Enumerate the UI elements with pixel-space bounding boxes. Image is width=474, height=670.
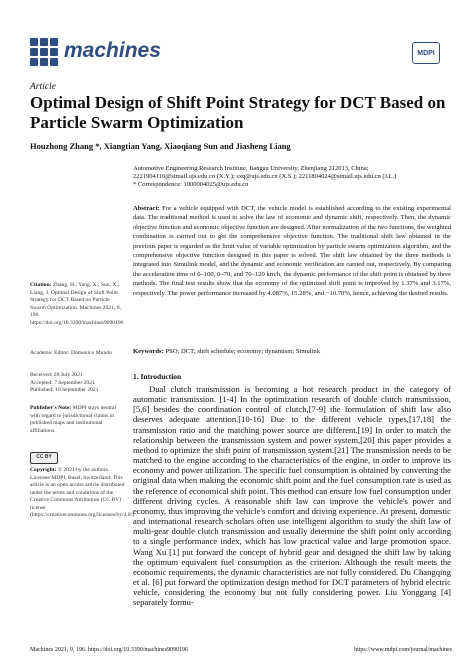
keywords	[133, 348, 451, 355]
academic-editor: Academic Editor: Domenico Mundo	[30, 350, 112, 356]
received-date: Received: 28 July 2021	[30, 372, 83, 378]
copyright-label: Copyright:	[30, 467, 57, 473]
abstract-label: Abstract:	[133, 205, 160, 212]
affiliation-block	[133, 165, 453, 190]
citation-block	[30, 282, 126, 327]
author-emails: 2221904110@stmail.ujs.edu.cn (X.Y.); sxq@ujs.edu.cn (X.S.); 2211804024@stmail.ujs.edu.cn (J.L.)	[133, 173, 397, 181]
footer-citation[interactable]: Machines 2021, 9, 196. https://doi.org/10.3390/machines9090196	[30, 647, 189, 653]
abstract	[133, 204, 451, 298]
affiliation-line: Automotive Engineering Research Institute, Jiangsu University, Zhenjiang 212013, China;	[133, 165, 369, 172]
correspondence: * Correspondence: 1000004025@ujs.edu.cn	[133, 181, 249, 189]
publisher-note-text: MDPI stays neutral with regard to jurisdictional claims in published maps and institutional affiliations.	[30, 405, 117, 434]
body-text	[133, 384, 451, 607]
cc-by-badge-icon[interactable]: CC BY	[30, 452, 58, 464]
abstract-text: For a vehicle equipped with DCT, the vehicle model is established according to the existing experimental data. The traditional method is used to solve the law of economic and dynamic shift, respectively. Then, the dynamic objective function and economic objective function are designed. After normalization of the two functions, the weighted combination is carried out to get the comprehensive objective function. The traditional shift law obtained in the previous paper is regarded as the limit value of variable optimization by particle swarm optimization algorithm, and the comprehensive objective function designed in this paper is solved. The shift law obtained by the three methods is integrated into Simulink model, and the dynamic and economic verification are carried out, respectively. By comparing the acceleration time of 0–100, 0–70, and 70–120 km/h, the dynamic performance of the shift point is obtained by three methods. The final test results show that the economy of the optimized shift point is improved by 1.37% and 3.17%, respectively. The power performance increased by 4.087%, 15.28%, and −10.70%, hence, achieving the desired results.	[133, 205, 451, 297]
publisher-note	[30, 405, 126, 435]
citation-text[interactable]: Zhang, H.; Yang, X.; Sun, X.; Liang, J. Optimal Design of Shift Point Strategy for DCT Based on Particle Swarm Optimization. Machines 2021, 9, 196. https://doi.org/10.3390/machines9090196	[30, 282, 124, 326]
dates-block	[30, 372, 126, 395]
section-heading: 1. Introduction	[133, 372, 182, 381]
publisher-logo: MDPI	[412, 42, 440, 64]
author-list: Houzhong Zhang *, Xiangtian Yang, Xiaoqiang Sun and Jiasheng Liang	[30, 141, 291, 151]
license-block	[30, 452, 136, 520]
journal-logo-icon	[30, 38, 58, 66]
citation-label: Citation:	[30, 282, 52, 288]
keywords-text: PSO; DCT; shift schedule; economy; dynamism; Simulink	[165, 348, 321, 355]
article-type: Article	[30, 82, 56, 92]
keywords-label: Keywords:	[133, 348, 164, 355]
paragraph: Dual clutch transmission is becoming a hot research product in the category of automatic transmission. [1-4] In the optimization research of double clutch transmission,[5,6] besides the coordination control of clutch,[7-9] the formulation of shift law also deserves adequate attention.[10-16] Due to the different vehicle types,[17,18] the transmission ratio and the matching power source are different.[19] In order to match the relationship between the transmission system and power system,[20] this paper provides a method to optimize the shift point of transmission system.[21] The transmission needs to be matched to the engine according to the characteristics of the engine, in order to improve its economy and power utilization. The specific fuel consumption is obtained by converting the original data when making the economic shift point and the fuel consumption rate is used as the reference of economical shift point. This method can ensure low fuel consumption under different driving cycles. A reasonable shift law can improve the vehicle's power and economy, thus improving the vehicle's comfort and driving experience. At present, domestic and international research scholars often use intelligent algorithm to study the shift law of multi-gear double clutch transmission and usually determine the shift point only according to a single performance index, which has low practical value and large promotion space. Wang Xu [1] put forward the concept of hybrid gear and designed the shift law by taking the optimum equivalent fuel consumption as the criterion. Although the result meets the economic requirements, the dynamic characteristics are not fully considered. Du Changqing et al. [6] put forward the optimization design method for DCT parameters of hybrid electric vehicle, considering the economy but not fully considering power. Liu Yonggang [4] separately formu-	[133, 384, 451, 608]
accepted-date: Accepted: 7 September 2021	[30, 379, 95, 386]
paper-title: Optimal Design of Shift Point Strategy for DCT Based on Particle Swarm Optimization	[30, 93, 446, 132]
journal-name: machines	[64, 39, 161, 62]
footer-journal-link[interactable]: https://www.mdpi.com/journal/machines	[354, 647, 452, 653]
published-date: Published: 10 September 2021	[30, 387, 99, 393]
publisher-note-label: Publisher's Note:	[30, 405, 72, 411]
copyright-text: © 2021 by the authors. Licensee MDPI, Basel, Switzerland. This article is an open access article distributed under the terms and conditions of the Creative Commons Attribution (CC BY) license (https://creativecommons.org/licenses/by/4.0/).	[30, 467, 136, 518]
